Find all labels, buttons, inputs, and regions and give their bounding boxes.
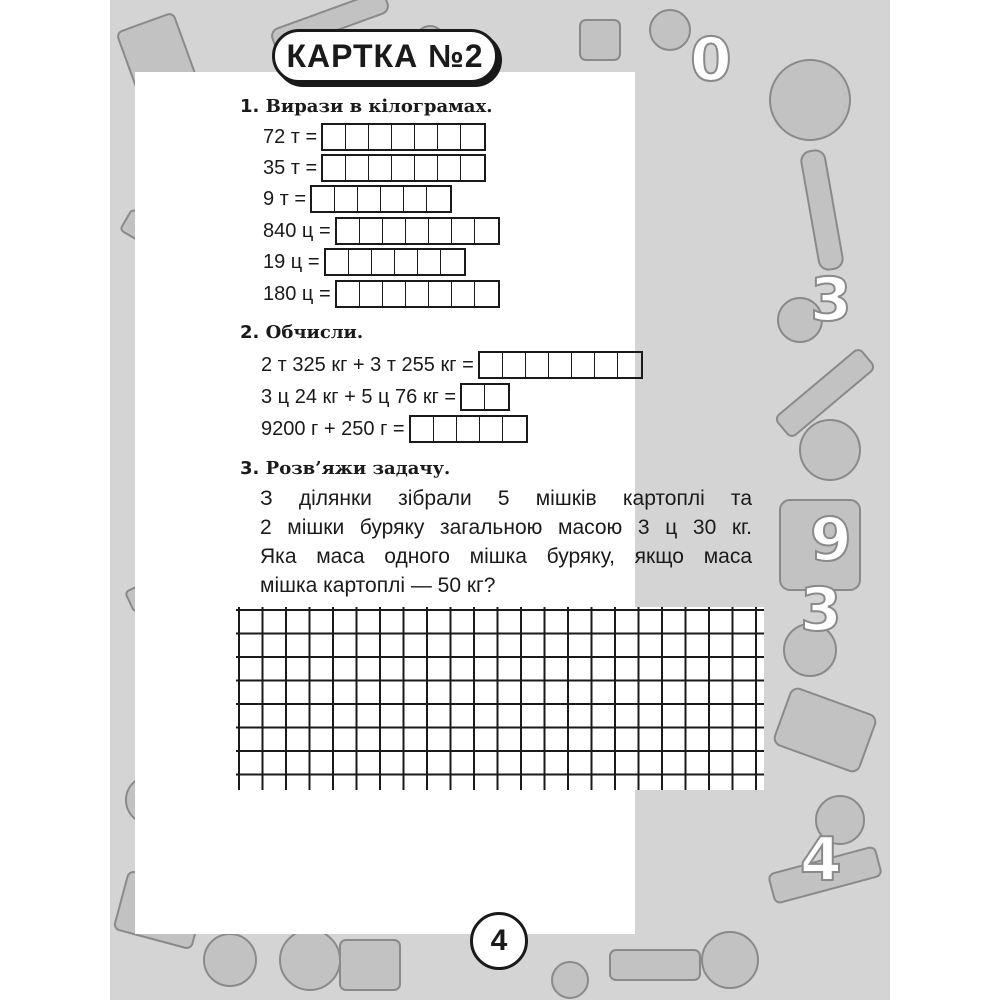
answer-boxes[interactable] bbox=[335, 217, 500, 245]
page-number: 4 bbox=[470, 912, 528, 970]
task-2-row-2 bbox=[261, 383, 510, 411]
answer-boxes[interactable] bbox=[310, 185, 452, 213]
task-2-title: Обчисли. bbox=[265, 322, 364, 343]
task-3-title: Розв’яжи задачу. bbox=[265, 458, 451, 479]
svg-text:3: 3 bbox=[810, 265, 852, 335]
answer-boxes[interactable] bbox=[321, 123, 486, 151]
task-1-row-2-expression: 35 т = bbox=[263, 156, 318, 179]
svg-text:4: 4 bbox=[800, 825, 842, 895]
task-2-row-3-expression: 9200 г + 250 г = bbox=[261, 417, 405, 440]
task-1-row-1-expression: 72 т = bbox=[263, 125, 318, 148]
task-1-row-4-expression: 840 ц = bbox=[263, 219, 331, 242]
task-2-row-3 bbox=[261, 415, 528, 443]
task-3-number: 3. bbox=[240, 458, 260, 479]
svg-text:0: 0 bbox=[690, 25, 732, 95]
solution-grid[interactable] bbox=[236, 607, 764, 790]
problem-line-1: З ділянки зібрали 5 мішків картоплі та bbox=[260, 487, 752, 510]
answer-boxes[interactable] bbox=[409, 415, 528, 443]
task-2-row-1 bbox=[261, 351, 643, 379]
task-1-row-3-expression: 9 т = bbox=[263, 187, 307, 210]
task-1-row-6 bbox=[263, 280, 500, 308]
task-1-title: Вирази в кілограмах. bbox=[265, 96, 493, 117]
task-3-heading bbox=[240, 458, 450, 479]
answer-boxes[interactable] bbox=[478, 351, 643, 379]
task-2-number: 2. bbox=[240, 322, 260, 343]
task-1-row-2 bbox=[263, 154, 486, 182]
task-1-row-3 bbox=[263, 185, 452, 213]
problem-line-3: Яка маса одного мішка буряку, якщо маса bbox=[260, 545, 752, 568]
task-2-row-1-expression: 2 т 325 кг + 3 т 255 кг = bbox=[261, 353, 474, 376]
answer-boxes[interactable] bbox=[460, 383, 510, 411]
task-1-number: 1. bbox=[240, 96, 260, 117]
answer-boxes[interactable] bbox=[324, 248, 466, 276]
task-1-row-5 bbox=[263, 248, 466, 276]
answer-boxes[interactable] bbox=[321, 154, 486, 182]
task-2-heading bbox=[240, 322, 363, 343]
svg-text:9: 9 bbox=[810, 505, 852, 575]
task-1-row-1 bbox=[263, 123, 486, 151]
answer-boxes[interactable] bbox=[335, 280, 500, 308]
task-1-heading bbox=[240, 96, 492, 117]
task-1-row-4 bbox=[263, 217, 500, 245]
word-problem-text bbox=[260, 484, 752, 600]
svg-text:3: 3 bbox=[800, 575, 842, 645]
task-1-row-5-expression: 19 ц = bbox=[263, 250, 320, 273]
problem-line-2: 2 мішки буряку загальною масою 3 ц 30 кг. bbox=[260, 516, 752, 539]
problem-line-4: мішка картоплі — 50 кг? bbox=[260, 574, 496, 597]
card-title: КАРТКА №2 bbox=[272, 29, 498, 83]
task-2-row-2-expression: 3 ц 24 кг + 5 ц 76 кг = bbox=[261, 385, 457, 408]
task-1-row-6-expression: 180 ц = bbox=[263, 282, 331, 305]
